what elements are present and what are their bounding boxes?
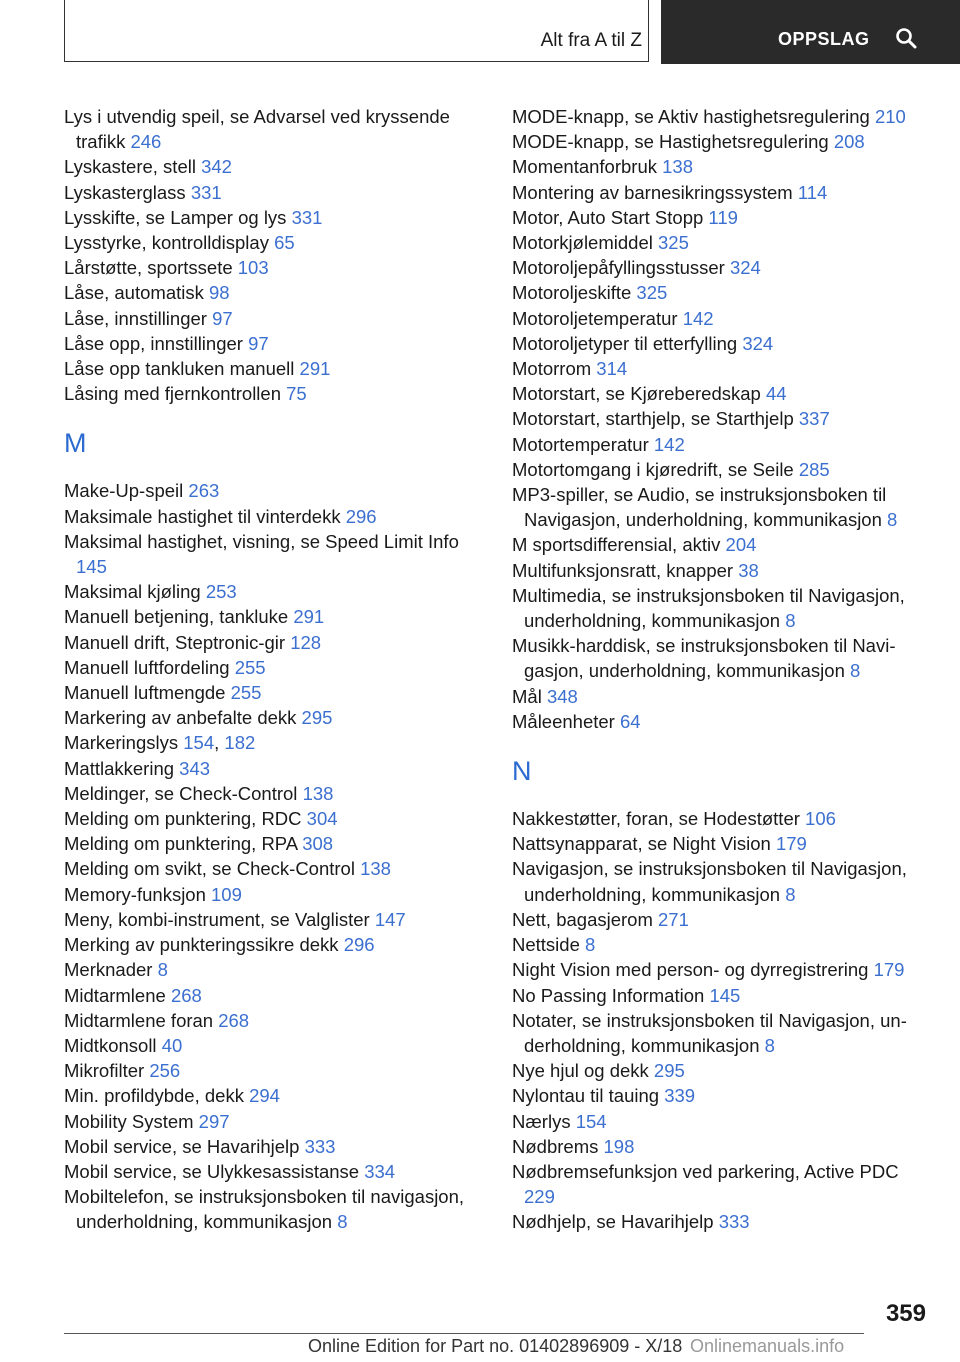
page-reference-link[interactable]: 142 — [682, 307, 714, 329]
page-reference-link[interactable]: 8 — [785, 610, 796, 632]
page-reference-link[interactable]: 38 — [738, 559, 759, 581]
index-entry — [64, 856, 484, 881]
index-entry-text: Motoroljetemperatur — [512, 307, 683, 329]
index-entry — [64, 306, 484, 331]
page-reference-link[interactable]: 229 — [524, 1186, 555, 1208]
page-reference-link[interactable]: 179 — [775, 833, 807, 855]
page-reference-link[interactable]: 325 — [658, 232, 689, 254]
page-reference-link[interactable]: 255 — [230, 682, 262, 704]
page-reference-link[interactable]: 64 — [619, 710, 641, 732]
index-entry — [64, 356, 484, 381]
page-reference-link[interactable]: 208 — [833, 131, 865, 153]
index-entry-text: Melding om svikt, se Check-Control — [64, 858, 361, 880]
page-reference-link[interactable]: 334 — [364, 1160, 396, 1182]
index-entry — [512, 1159, 932, 1209]
page-reference-link[interactable]: 138 — [662, 156, 693, 178]
index-entry — [64, 1033, 484, 1058]
index-entry-text: Motoroljepåfyllingsstusser — [512, 257, 730, 279]
index-entry-text: Night Vision med person- og dyrregistrering — [512, 959, 874, 981]
index-entry — [512, 381, 932, 406]
page-reference-link[interactable]: 182 — [224, 732, 256, 754]
footer-edition: Online Edition for Part no. 01402896909 - X/18 — [308, 1336, 683, 1356]
index-entry — [512, 583, 932, 633]
index-entry-text: Musikk-harddisk, se instruksjonsboken til Navigasjon, underholdning, kommunikasjon — [512, 635, 896, 682]
index-entry-text: Motortemperatur — [512, 433, 654, 455]
page-reference-link[interactable]: 147 — [374, 908, 406, 930]
index-entry-text: Mobiltelefon, se instruksjonsboken til navigasjon, underholdning, kommunikasjon — [64, 1186, 465, 1233]
index-entry — [512, 356, 932, 381]
index-entry — [64, 478, 484, 503]
index-entry-text: Midtarmlene — [64, 984, 171, 1006]
index-entry — [64, 154, 484, 179]
index-entry-text: MP3-spiller, se Audio, se instruksjonsboken til Navigasjon, underholdning, kommunikasjon — [512, 484, 888, 531]
page-reference-link[interactable]: 210 — [874, 106, 906, 127]
index-entry-text: Motoroljeskifte — [512, 282, 637, 304]
page-reference-link[interactable]: 8 — [337, 1211, 348, 1233]
index-column-right — [512, 104, 932, 1235]
index-entry-text: Låse, automatisk — [64, 282, 209, 304]
index-entry — [512, 957, 932, 982]
index-entry-text: Notater, se instruksjonsboken til Navigasjon, underholdning, kommunikasjon — [512, 1009, 907, 1056]
index-entry — [512, 1109, 932, 1134]
page-ref-separator: , — [214, 732, 225, 754]
page-reference-link[interactable]: 65 — [274, 232, 295, 254]
index-entry-text: Lys i utvendig speil, se Advarsel ved kryssende trafikk — [64, 106, 450, 153]
index-letter-heading: N — [512, 756, 532, 787]
page-reference-link[interactable]: 103 — [237, 257, 269, 279]
index-entry-text: Motorkjølemiddel — [512, 232, 658, 254]
index-entry — [64, 1184, 484, 1234]
index-entry — [64, 630, 484, 655]
page-reference-link[interactable]: 348 — [546, 685, 578, 707]
index-entry-text: Mattlakkering — [64, 757, 180, 779]
index-entry — [64, 381, 484, 406]
index-entry — [64, 280, 484, 305]
index-entry-text: Meny, kombi-instrument, se Valglister — [64, 908, 375, 930]
index-entry-text: Mål — [512, 685, 547, 707]
page-reference-link[interactable]: 295 — [653, 1060, 685, 1082]
index-entry — [64, 1159, 484, 1184]
index-entry — [64, 230, 484, 255]
index-entry-text: Motor, Auto Start Stopp — [512, 206, 709, 228]
index-entry — [64, 504, 484, 529]
page-reference-link[interactable]: 114 — [797, 181, 828, 203]
page-number: 359 — [885, 1300, 926, 1327]
index-entry — [512, 1209, 932, 1234]
page-reference-link[interactable]: 295 — [301, 707, 333, 729]
index-entry-text: Mikrofilter — [64, 1060, 150, 1082]
index-entry-text: Nakkestøtter, foran, se Hodestøtter — [512, 808, 806, 830]
index-entry-text: Lyskasterglass — [64, 181, 191, 203]
search-icon[interactable] — [894, 26, 918, 50]
index-entry-text: Make-Up-speil — [64, 480, 189, 502]
index-entry-text: MODE-knapp, se Aktiv hastighetsregulering — [512, 106, 875, 127]
index-entry — [512, 154, 932, 179]
page-reference-link[interactable]: 97 — [212, 307, 233, 329]
index-entry — [512, 406, 932, 431]
index-entry-text: Motorrom — [512, 358, 597, 380]
index-entry-text: Lårstøtte, sportssete — [64, 257, 238, 279]
index-entry-text: Merknader — [64, 959, 158, 981]
footer-brand: Onlinemanuals.info — [690, 1336, 845, 1356]
index-entry — [512, 633, 932, 683]
page-reference-link[interactable]: 154 — [183, 732, 215, 754]
page-reference-link[interactable]: 246 — [130, 131, 162, 153]
index-entry — [512, 180, 932, 205]
index-entry-text: Nødhjelp, se Havarihjelp — [512, 1211, 719, 1233]
page-reference-link[interactable]: 331 — [291, 206, 323, 228]
index-entry — [64, 331, 484, 356]
index-entry — [512, 255, 932, 280]
page-reference-link[interactable]: 109 — [211, 883, 242, 905]
index-entry — [64, 1058, 484, 1083]
page-reference-link[interactable]: 285 — [798, 458, 830, 480]
index-entry — [64, 781, 484, 806]
index-entry-text: Lysstyrke, kontrolldisplay — [64, 232, 275, 254]
footer-divider — [64, 1333, 864, 1334]
page-reference-link[interactable]: 325 — [636, 282, 668, 304]
page-reference-link[interactable]: 97 — [248, 332, 269, 354]
index-entry-text: Markeringslys — [64, 732, 184, 754]
page-reference-link[interactable]: 343 — [179, 757, 211, 779]
page-reference-link[interactable]: 119 — [708, 206, 738, 228]
page-reference-link[interactable]: 324 — [742, 332, 774, 354]
page-reference-link[interactable]: 337 — [798, 408, 830, 430]
index-entry-text: Nylontau til tauing — [512, 1085, 665, 1107]
index-entry-text: Manuell betjening, tankluke — [64, 606, 294, 628]
index-column-left — [64, 104, 484, 1235]
page-reference-link[interactable]: 255 — [234, 656, 266, 678]
header-tab-label: OPPSLAG — [778, 29, 870, 49]
page-reference-link[interactable]: 145 — [709, 984, 741, 1006]
index-entry — [64, 529, 484, 579]
index-entry — [512, 432, 932, 457]
page-reference-link[interactable]: 268 — [170, 984, 202, 1006]
page-reference-link[interactable]: 253 — [205, 581, 237, 603]
index-entry — [64, 579, 484, 604]
index-entry — [512, 1134, 932, 1159]
page-reference-link[interactable]: 44 — [765, 383, 787, 405]
page-reference-link[interactable]: 106 — [805, 808, 836, 830]
page-reference-link[interactable]: 268 — [218, 1009, 250, 1031]
index-entry — [512, 831, 932, 856]
index-entry-text: Nettside — [512, 934, 586, 956]
index-entry-text: Melding om punktering, RPA — [64, 833, 303, 855]
page-reference-link[interactable]: 296 — [345, 505, 377, 527]
index-entry — [512, 907, 932, 932]
index-entry-text: Lyskastere, stell — [64, 156, 202, 178]
page-reference-link[interactable]: 331 — [190, 181, 222, 203]
index-entry-text: Mobil service, se Ulykkesassistanse — [64, 1160, 365, 1182]
index-entry-text: Låsing med fjernkontrollen — [64, 383, 287, 405]
index-entry — [64, 882, 484, 907]
index-entry-text: Nødbrems — [512, 1135, 604, 1157]
index-entry — [64, 1008, 484, 1033]
index-entry — [512, 932, 932, 957]
index-entry-text: Mobility System — [64, 1110, 199, 1132]
index-entry-text: Montering av barnesikringssystem — [512, 181, 798, 203]
index-entry — [64, 205, 484, 230]
index-entry-text: Melding om punktering, RDC — [64, 808, 307, 830]
index-entry-text: Maksimal hastighet, visning, se Speed Limit Info — [64, 530, 459, 552]
index-entry-text: Min. profildybde, dekk — [64, 1085, 250, 1107]
index-entry-text: Multifunksjonsratt, knapper — [512, 559, 739, 581]
index-entry — [512, 306, 932, 331]
page-reference-link[interactable]: 138 — [360, 858, 391, 880]
index-entry-text: Maksimal kjøling — [64, 581, 206, 603]
index-entry-text: Lysskifte, se Lamper og lys — [64, 206, 292, 228]
page-reference-link[interactable]: 179 — [873, 959, 905, 981]
index-entry-text: Meldinger, se Check-Control — [64, 782, 303, 804]
page-reference-link[interactable]: 304 — [306, 808, 338, 830]
page-reference-link[interactable]: 75 — [286, 383, 307, 405]
index-entry-text: Måleenheter — [512, 710, 620, 732]
index-entry-text: No Passing Information — [512, 984, 710, 1006]
index-entry — [512, 709, 932, 734]
page-reference-link[interactable]: 333 — [304, 1135, 336, 1157]
index-entry-text: Memory-funksjon — [64, 883, 212, 905]
index-entry — [512, 1083, 932, 1108]
index-entry — [64, 604, 484, 629]
index-entry-text: Nye hjul og dekk — [512, 1060, 654, 1082]
index-entry — [64, 705, 484, 730]
page-reference-link[interactable]: 291 — [299, 358, 331, 380]
page-reference-link[interactable]: 296 — [343, 934, 375, 956]
index-entry — [512, 532, 932, 557]
index-entry — [64, 957, 484, 982]
index-entry — [64, 104, 484, 154]
index-entry-text: MODE-knapp, se Hastighetsregulering — [512, 131, 834, 153]
index-entry — [64, 730, 484, 755]
index-entry-text: Multimedia, se instruksjonsboken til Navigasjon, underholdning, kommunikasjon — [512, 584, 905, 632]
page-reference-link[interactable]: 308 — [302, 833, 334, 855]
page-reference-link[interactable]: 8 — [157, 959, 168, 981]
index-entry — [64, 180, 484, 205]
page-reference-link[interactable]: 256 — [149, 1060, 181, 1082]
index-entry-text: Låse opp, innstillinger — [64, 332, 249, 354]
index-entry-text: Midtarmlene foran — [64, 1009, 219, 1031]
index-entry — [64, 756, 484, 781]
index-entry-text: Manuell drift, Steptronic-gir — [64, 631, 291, 653]
page-reference-link[interactable]: 8 — [850, 660, 861, 682]
index-entry — [512, 856, 932, 906]
index-entry-text: Momentanforbruk — [512, 156, 663, 178]
index-entry — [64, 983, 484, 1008]
index-entry — [64, 806, 484, 831]
index-entry-text: Midtkonsoll — [64, 1034, 162, 1056]
index-entry — [512, 482, 932, 532]
page-reference-link[interactable]: 324 — [729, 257, 761, 279]
page-reference-link[interactable]: 98 — [209, 282, 230, 304]
index-entry — [512, 806, 932, 831]
page-reference-link[interactable]: 294 — [249, 1085, 280, 1107]
page-reference-link[interactable]: 342 — [201, 156, 232, 178]
index-entry-text: Motorstart, starthjelp, se Starthjelp — [512, 408, 799, 430]
index-entry — [512, 205, 932, 230]
header-tab-oppslag[interactable] — [661, 0, 960, 64]
page-reference-link[interactable]: 8 — [764, 1034, 775, 1056]
index-entry-text: Motorstart, se Kjøreberedskap — [512, 383, 766, 405]
page-reference-link[interactable]: 154 — [575, 1110, 607, 1132]
page-reference-link[interactable]: 291 — [293, 606, 325, 628]
index-entry-text: Markering av anbefalte dekk — [64, 707, 302, 729]
page-reference-link[interactable]: 314 — [596, 358, 628, 380]
index-entry-text: Låse opp tankluken manuell — [64, 358, 300, 380]
page-reference-link[interactable]: 271 — [658, 908, 689, 930]
index-entry-text: Motortomgang i kjøredrift, se Seile — [512, 458, 799, 480]
index-entry — [512, 104, 932, 129]
index-entry — [64, 680, 484, 705]
page-reference-link[interactable]: 263 — [188, 480, 220, 502]
index-entry — [64, 1109, 484, 1134]
index-entry-text: Merking av punkteringssikre dekk — [64, 934, 344, 956]
index-entry — [512, 457, 932, 482]
page-reference-link[interactable]: 138 — [302, 782, 334, 804]
page-reference-link[interactable]: 204 — [725, 534, 757, 556]
index-entry-text: Navigasjon, se instruksjonsboken til Navigasjon, underholdning, kommunikasjon — [512, 858, 907, 905]
page-reference-link[interactable]: 128 — [290, 631, 322, 653]
index-entry — [512, 1008, 932, 1058]
page-reference-link[interactable]: 8 — [785, 883, 796, 905]
index-entry — [512, 1058, 932, 1083]
index-entry — [512, 331, 932, 356]
index-entry — [64, 655, 484, 680]
index-letter-heading: M — [64, 428, 87, 459]
page-reference-link[interactable]: 198 — [603, 1135, 635, 1157]
index-entry-text: Mobil service, se Havarihjelp — [64, 1135, 305, 1157]
index-entry — [512, 558, 932, 583]
page-reference-link[interactable]: 8 — [585, 934, 596, 956]
index-entry-text: Låse, innstillinger — [64, 307, 213, 329]
index-entry — [64, 831, 484, 856]
header-section-title: Alt fra A til Z — [540, 30, 642, 51]
index-entry — [64, 907, 484, 932]
index-entry-text: M sportsdifferensial, aktiv — [512, 534, 726, 556]
index-entry-text: Nattsynapparat, se Night Vision — [512, 833, 776, 855]
page-reference-link[interactable]: 145 — [76, 556, 107, 578]
index-entry-text: Motoroljetyper til etterfylling — [512, 332, 743, 354]
index-entry-text: Nett, bagasjerom — [512, 908, 659, 930]
index-entry — [64, 932, 484, 957]
index-entry — [64, 1083, 484, 1108]
page-reference-link[interactable]: 142 — [653, 433, 685, 455]
page-reference-link[interactable]: 8 — [887, 509, 898, 531]
page-reference-link[interactable]: 339 — [664, 1085, 696, 1107]
index-entry — [512, 280, 932, 305]
page-reference-link[interactable]: 40 — [161, 1034, 183, 1056]
index-entry — [512, 983, 932, 1008]
index-entry — [512, 230, 932, 255]
index-entry — [64, 1134, 484, 1159]
index-entry — [512, 684, 932, 709]
page-reference-link[interactable]: 333 — [718, 1211, 750, 1233]
index-entry — [512, 129, 932, 154]
index-entry-text: Manuell luftmengde — [64, 682, 231, 704]
index-entry-text: Nærlys — [512, 1110, 576, 1132]
page-reference-link[interactable]: 297 — [198, 1110, 230, 1132]
index-entry-text: Manuell luftfordeling — [64, 656, 235, 678]
index-entry — [64, 255, 484, 280]
index-entry-text: Nødbremsefunksjon ved parkering, Active PDC — [512, 1160, 899, 1182]
index-entry-text: Maksimale hastighet til vinterdekk — [64, 505, 346, 527]
